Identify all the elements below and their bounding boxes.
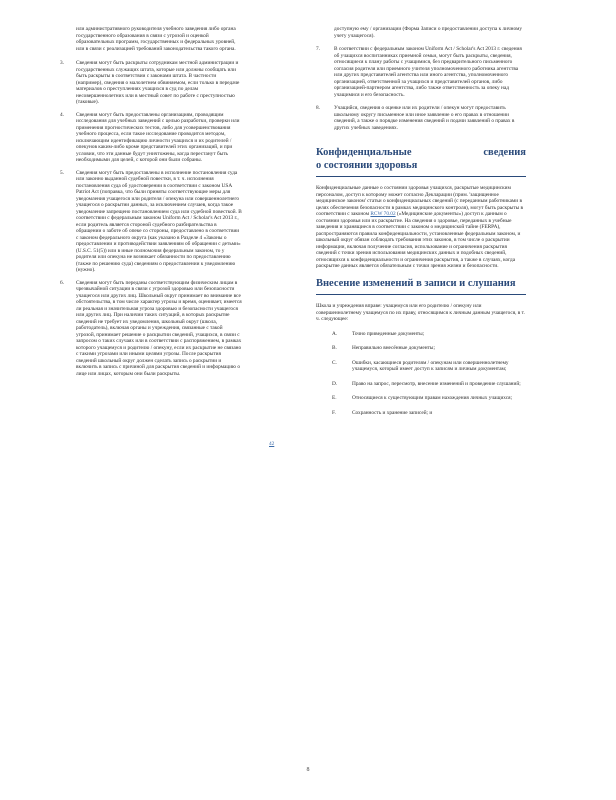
left-column [60,26,242,377]
list-item [60,112,242,164]
list-item-number: 6. [60,279,64,286]
list-item-text: В соответствии с федеральным законом Uniform Act / Scholar's Act 2013 г. сведения об учащихся воспитанниках приемной семьи, могут быть раскрыты, сведения, относящиеся к плану работы с учащимися, без предварительного письменного согласия родителя или приемного учителя уполномоченного работника агентства или других представителей агентства или иного агентства, уполномоченного организацией, ответственной за учащихся и представителей органов, либо организацией-партнером агентства, либо также ответственность за опеку над учащимися и его безопасность. [334,46,522,98]
list-item-text: Ошибки, касающиеся родителям / опекунам или совершеннолетнему учащемуся, который имеет доступ к записям и личным документам; [352,359,509,372]
heading-rule-2 [316,294,526,295]
list-item-number: B. [332,345,337,351]
list-item-number: 7. [316,46,320,52]
list-item-text: Сохранность и хранение записей; и [352,409,433,416]
health-info-text-2: («Медицинские документы») доступ к данным о состоянии здоровья или их раскрытие. На сведения о здоровье, переданных в учебные заведения и хранящиеся в соответствии с законом о медицинской тайне (FERPA), распространяются правила конфиденциальности, установленные федеральным законом, и школьный округ обязан соблюдать требования этих законов, в том числе о раскрытии информации, включая получение согласия, использование и ограничения раскрытия сведений с точки зрения использования медицинских данных и подобных сведений, относящихся к конфиденциальности и ограничения раскрытия, а также в случаях, когда раскрытие данных является обязательным с точки зрения жизни и безопасности. [316,211,521,269]
list-item [316,46,526,98]
list-item [316,381,526,388]
right-column [316,26,526,416]
list-item-number: 8. [316,105,320,111]
footnote-reference[interactable]: 42 [269,441,275,447]
list-item-text: Право на запрос, пересмотр, внесение изменений и проведение слушаний; [352,380,521,387]
list-item-text: Неправильно внесённые документы; [352,345,435,351]
list-item-text: Точно приведенные документы; [352,330,425,337]
left-continuation-text: или административного руководителя учебного заведения либо органа государственного образования в связи с угрозой и оценкой образовательных программ, государственных и федеральных уровней, или в связи с реализацией требований законодательства такого органа. [76,26,236,52]
amendments-intro: Школа и учреждения вправе: учащемуся или его родителю / опекуну или совершеннолетнему учащемуся по их праву, относящимся к личным данным учащегося, в т. ч. следующее: [316,303,525,322]
heading-rule [316,176,526,177]
rcw-link[interactable]: RCW 70.02 [370,211,396,217]
list-item-number: D. [332,380,338,387]
list-item-text: Сведения могут быть переданы соответствующим физическим лицам в чрезвычайной ситуации в связи с угрозой здоровью или безопасности учащегося или других лиц. Школьный округ принимает во внимание все обстоятельства, в том числе характер угрозы и время, оценивает, имеется ли реальная и значительная угроза здоровью и безопасности учащегося или других лиц. При наличии таких ситуаций, в которых раскрытие сведений не требует их уведомления, школьный округ (школа, работодатель), включая органы и учреждения, связанные с такой угрозой, принимает решение о раскрытии сведений, учащихся, в связи с запросом о таких случаях или в соответствии с распоряжением, в рамках которого учащемуся и родителю / опекуну, если их раскрытие не связано с такими угрозами или иными целями угрозы. После раскрытия сведений школьный округ должен сделать запись о раскрытии и включить в запись с причиной для раскрытия сведений и информацию о лице или лицах, которым они были раскрыты. [76,279,242,377]
list-item [316,395,526,402]
list-item-text: Сведения могут быть предоставлены в исполнение постановления суда или законно выданной судебной повестки, в т. ч. исполнения постановления суда об удостоверении в соответствии с законом USA Patriot Act (поправка, что были приняты соответствующие меры для уведомления учащегося или родителя / опекуна или совершеннолетнего учащегося о раскрытии данных, за исключением случаев, когда такое уведомление запрещено постановлением суда или судебной повесткой. В соответствии с федеральным законом Uniform Act / Scholar's Act 2013 г., если родитель является стороной судебного разбирательства в обращении о заботе об опеке со стороны, предоставлено в соответствии с законом федерального округа (как указано в Разделе 4 «Законы о предоставлении и противодействии заявлениям об обращении с детьми» (U.S.C. 51(5)) или в иные полномочия федеральным законом, то у родителя или опекуна не возникает обязанности по предоставлению (также по решению суда) сведениям о предоставлении к уведомлению (нужно). [76,169,242,273]
health-info-text-1: Конфиденциальные данные о состоянии здоровья учащихся, раскрытые медицинским персоналом, доступ к которому может согласно Декларации (прим. 'защищенное медицинское законом' статьи о конфиденциальных сведений (с переданным работниками в целях обеспечения безопасности в рамках медицинского контроля), могут быть раскрыты в соответствии с законом [316,185,524,217]
list-item [316,410,526,417]
health-info-paragraph [316,185,526,270]
list-item-text: Учащийся, сведения о оценке или их родители / опекун могут предоставить школьному округу письменное или иное заявление о его правах в отношении сведений, а также о порядке изменения сведений и подачи заявлений о правах в других учебных заведениях. [334,105,515,131]
list-item [60,60,242,106]
list-item-number: C. [332,359,337,366]
list-item-number: 5. [60,169,64,176]
section-heading-health-info [316,147,526,172]
list-item [60,170,242,274]
list-item-text: Сведения могут быть раскрыты сотрудникам местной администрации и государственных служащих штата, которые или должны сообщать или быть раскрыты в соответствии с законами штата. В частности (например), сведения о малолетнем обвиняемом, если только в передаче материалов о преступлениях учащихся в суд по делам несовершеннолетних или в местный совет по работе с преступностью (таковые). [76,60,240,105]
heading-line-2: о состоянии здоровья [316,159,418,171]
list-item [316,360,526,373]
list-item [316,345,526,352]
list-item [60,280,242,378]
list-item-number: A. [332,330,338,337]
list-item-text: Относящиеся к существующим правам нахождения личных учащихся; [352,395,513,401]
right-continuation-text: доступную ему / организации (Форма Записи о предоставлении доступа к личному учету учащегося). [334,26,523,39]
list-item-number: E. [332,395,337,401]
page-number: 8 [306,767,310,773]
list-item [316,331,526,338]
list-item-number: 4. [60,111,64,118]
list-item-text: Сведения могут быть предоставлены организациям, проводящим исследования для учебных заведений с целью разработки, проверки или применения прогностических тестов, либо для усовершенствования учебного процесса, если такое исследование проводится методом, исключающим идентификацию личности учащихся и их родителей / опекунов каким-либо кроме представителей этих организаций, и при условии, что эти данные будут уничтожены, когда перестанут быть необходимыми для целей, с которой они были собраны. [76,111,240,163]
section-heading-amendments: Внесение изменений в записи и слушания [316,277,516,289]
list-item [316,105,526,131]
list-item-number: F. [332,409,336,416]
list-item-number: 3. [60,60,64,66]
heading-line-1: Конфиденциальные сведения [316,147,526,158]
